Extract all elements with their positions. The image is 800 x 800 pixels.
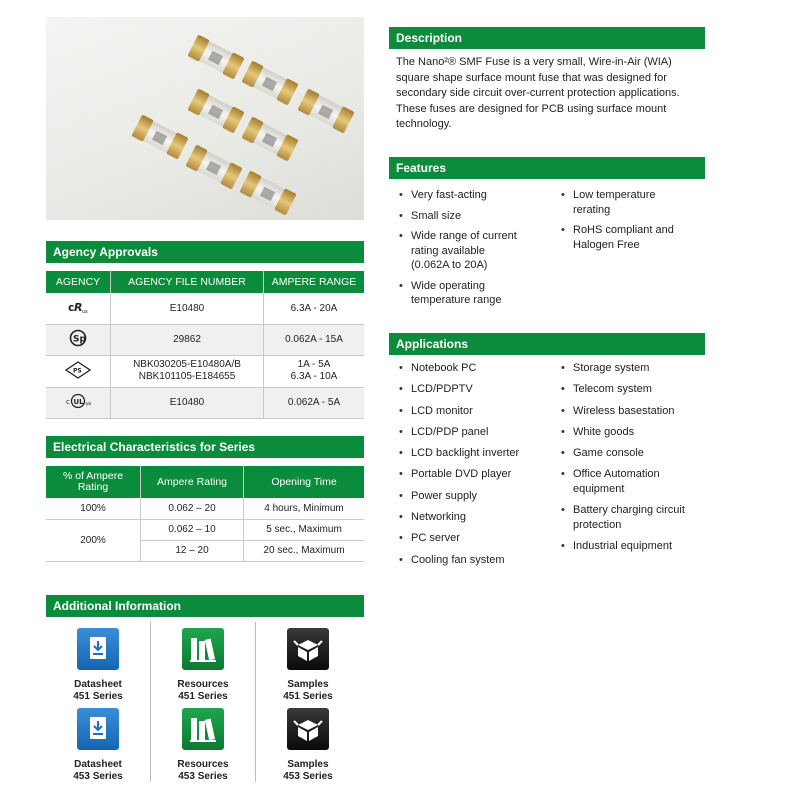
features-list-right [558,188,708,252]
percent-rating-header: % of Ampere Rating [46,466,141,498]
list-item: • Power supply [396,489,556,504]
list-item: • Storage system [558,361,708,376]
ampere-range: 0.062A - 15A [264,324,365,355]
description-heading: Description [389,27,705,49]
agency-approvals-table [46,271,364,419]
list-item: • LCD monitor [396,404,556,419]
list-item: • Small size [396,209,556,224]
table-row [46,324,364,355]
percent-rating: 100% [46,498,141,519]
ampere-range-header: AMPERE RANGE [264,271,365,293]
csa-logo [68,329,88,347]
ampere-range: 6.3A - 20A [264,293,365,324]
percent-rating: 200% [46,519,141,561]
list-item: • Wireless basestation [558,404,708,419]
list-item: • Battery charging circuit protection [558,503,708,532]
applications-list-left [396,361,556,567]
additional-information-heading: Additional Information [46,595,364,617]
features-heading: Features [389,157,705,179]
ampere-range: 0.062A - 5A [264,387,365,418]
product-photo [46,17,364,220]
opening-time-header: Opening Time [244,466,365,498]
samples-icon [287,708,329,750]
samples-453-link[interactable]: Samples 453 Series [256,708,360,783]
file-number: E10480 [111,387,264,418]
resources-icon [182,708,224,750]
list-item: • Cooling fan system [396,553,556,568]
svg-text:us: us [82,308,88,315]
svg-text:R: R [74,300,83,314]
datasheet-453-link[interactable]: Datasheet 453 Series [46,708,150,783]
table-row [46,293,364,324]
ul-recognized-logo [67,299,89,315]
description-text: The Nano²® SMF Fuse is a very small, Wire-in-Air (WIA) square shape surface mount fuse that was designed for secondary side circuit over-current protection applications. These fuses are designed for PCB using surface mount technology. [396,56,680,130]
datasheet-451-link[interactable]: Datasheet 451 Series [46,628,150,703]
electrical-characteristics-heading: Electrical Characteristics for Series [46,436,364,458]
datasheet-icon [77,708,119,750]
file-number: NBK030205-E10480A/B NBK101105-E184655 [111,355,264,387]
list-item: • Notebook PC [396,361,556,376]
table-row [46,519,364,540]
list-item: • LCD/PDP panel [396,425,556,440]
file-number: 29862 [111,324,264,355]
table-row [46,498,364,519]
ampere-rating: 12 – 20 [141,540,244,561]
resources-453-link[interactable]: Resources 453 Series [151,708,255,783]
list-item: • RoHS compliant and Halogen Free [558,223,708,252]
samples-451-link[interactable]: Samples 451 Series [256,628,360,703]
features-list-left [396,188,556,308]
file-number-header: AGENCY FILE NUMBER [111,271,264,293]
list-item: • Industrial equipment [558,539,708,554]
file-number: E10480 [111,293,264,324]
agency-approvals-heading: Agency Approvals [46,241,364,263]
svg-text:UL: UL [73,398,84,406]
list-item: • Office Automation equipment [558,467,708,496]
agency-header: AGENCY [46,271,111,293]
datasheet-icon [77,628,119,670]
opening-time: 5 sec., Maximum [244,519,365,540]
list-item: • LCD backlight inverter [396,446,556,461]
list-item: • Telecom system [558,382,708,397]
ampere-range: 1A - 5A 6.3A - 10A [264,355,365,387]
list-item: • White goods [558,425,708,440]
svg-text:us: us [85,401,91,407]
list-item: • Low temperature rerating [558,188,708,217]
list-item: • Wide operating temperature range [396,279,556,308]
list-item: • Networking [396,510,556,525]
svg-text:PS: PS [73,367,82,374]
svg-text:c: c [66,398,70,406]
cul-logo [65,392,91,410]
list-item: • Portable DVD player [396,467,556,482]
list-item: • LCD/PDPTV [396,382,556,397]
pse-logo [65,361,91,379]
list-item: • PC server [396,531,556,546]
opening-time: 4 hours, Minimum [244,498,365,519]
applications-list-right [558,361,708,554]
table-row [46,387,364,418]
ampere-rating-header: Ampere Rating [141,466,244,498]
ampere-rating: 0.062 – 10 [141,519,244,540]
table-row [46,355,364,387]
samples-icon [287,628,329,670]
applications-heading: Applications [389,333,705,355]
svg-text:Sp: Sp [73,334,86,345]
opening-time: 20 sec., Maximum [244,540,365,561]
list-item: • Wide range of current rating available (0.062A to 20A) [396,229,556,273]
svg-text:c: c [68,300,75,314]
ampere-rating: 0.062 – 20 [141,498,244,519]
electrical-characteristics-table [46,466,364,562]
list-item: • Very fast-acting [396,188,556,203]
resources-icon [182,628,224,670]
list-item: • Game console [558,446,708,461]
resources-451-link[interactable]: Resources 451 Series [151,628,255,703]
